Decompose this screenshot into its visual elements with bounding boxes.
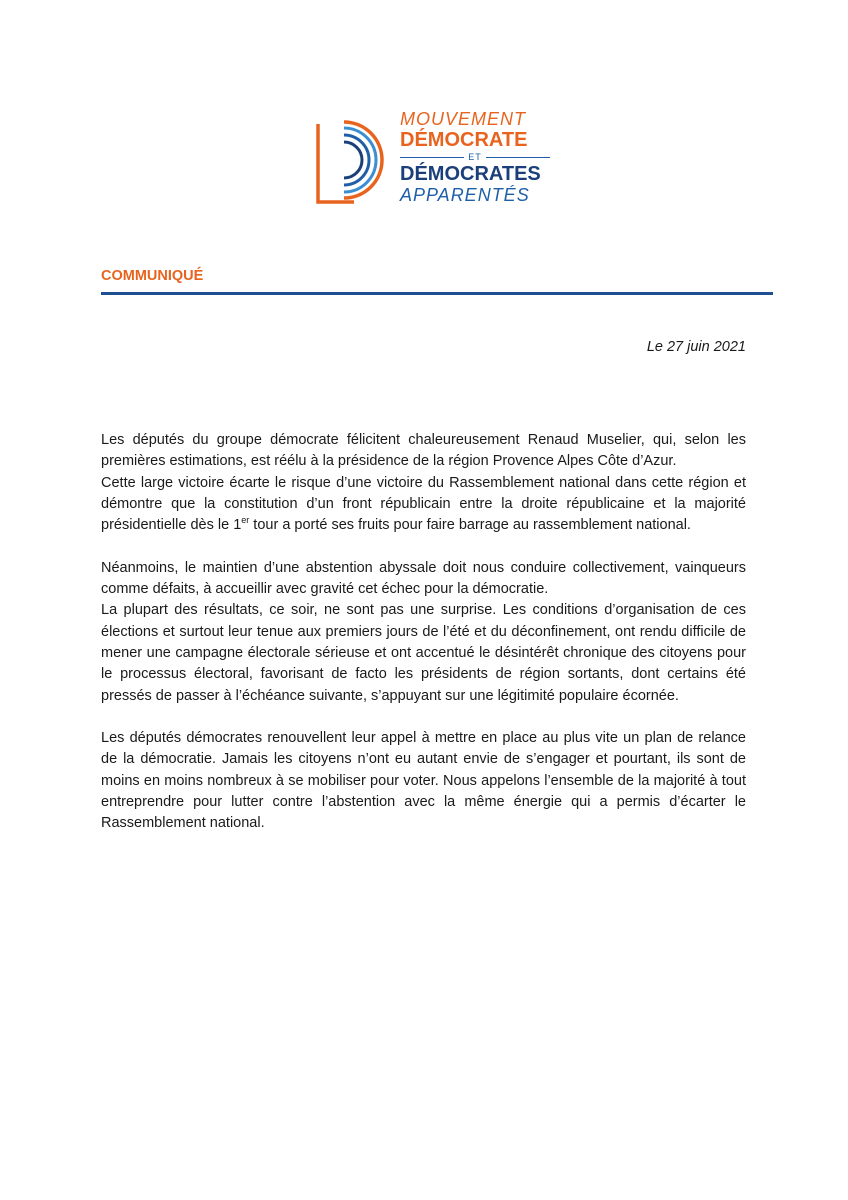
paragraph-abstention: Néanmoins, le maintien d’une abstention abyssale doit nous conduire collectivement, vainqueurs comme défaits, à accueillir avec gravité cet échec pour la démocratie. xyxy=(101,559,746,598)
logo-line-apparentes: APPARENTÉS xyxy=(400,185,530,205)
logo-d-mark-icon xyxy=(314,110,398,206)
paragraph-victory-part2: tour a porté ses fruits pour faire barrage au rassemblement national. xyxy=(249,517,691,534)
party-logo xyxy=(314,110,544,206)
paragraph-congratulations: Les députés du groupe démocrate félicitent chaleureusement Renaud Muselier, qui, selon les premières estimations, est réélu à la présidence de la région Provence Alpes Côte d’Azur. xyxy=(101,432,746,470)
logo-line-mouvement: MOUVEMENT xyxy=(400,109,526,129)
document-type-label: COMMUNIQUÉ xyxy=(101,268,204,284)
header-divider xyxy=(101,292,773,295)
press-release-body xyxy=(101,430,746,835)
paragraph-victory-part1: Cette large victoire écarte le risque d’une victoire du Rassemblement national dans cette région et démontre que la constitution d’un front républicain entre la droite républicaine et la majorité présidentielle dès le 1 xyxy=(101,474,746,534)
logo-et-text: ET xyxy=(468,151,482,162)
document-date: Le 27 juin 2021 xyxy=(646,339,746,355)
logo-line-et xyxy=(400,151,550,163)
logo-line-democrate: DÉMOCRATE xyxy=(400,129,528,151)
logo-wordmark xyxy=(400,110,550,204)
paragraph-appeal: Les députés démocrates renouvellent leur appel à mettre en place au plus vite un plan de relance de la démocratie. Jamais les citoyens n’ont eu autant envie de s’engager et pourtant, ils sont de moins en moins nombreux à se mobiliser pour voter. Nous appelons l’ensemble de la majorité à tout entreprendre pour lutter contre l’abstention avec la même énergie qui a permis d’écarter le Rassemblement national. xyxy=(101,730,746,832)
paragraph-results: La plupart des résultats, ce soir, ne sont pas une surprise. Les conditions d’organisation de ces élections et surtout leur tenue aux premiers jours de l’été et du déconfinement, ont rendu difficile de mener une campagne électorale sérieuse et ont accentué le désintérêt chronique des citoyens pour le processus électoral, favorisant de facto les présidents de région sortants, dont certains été pressés de passer à l’échéance suivante, s’appuyant sur une légitimité populaire écornée. xyxy=(101,602,746,704)
logo-line-democrates: DÉMOCRATES xyxy=(400,163,541,185)
superscript-er: er xyxy=(241,515,250,526)
paragraph-victory xyxy=(101,473,746,537)
